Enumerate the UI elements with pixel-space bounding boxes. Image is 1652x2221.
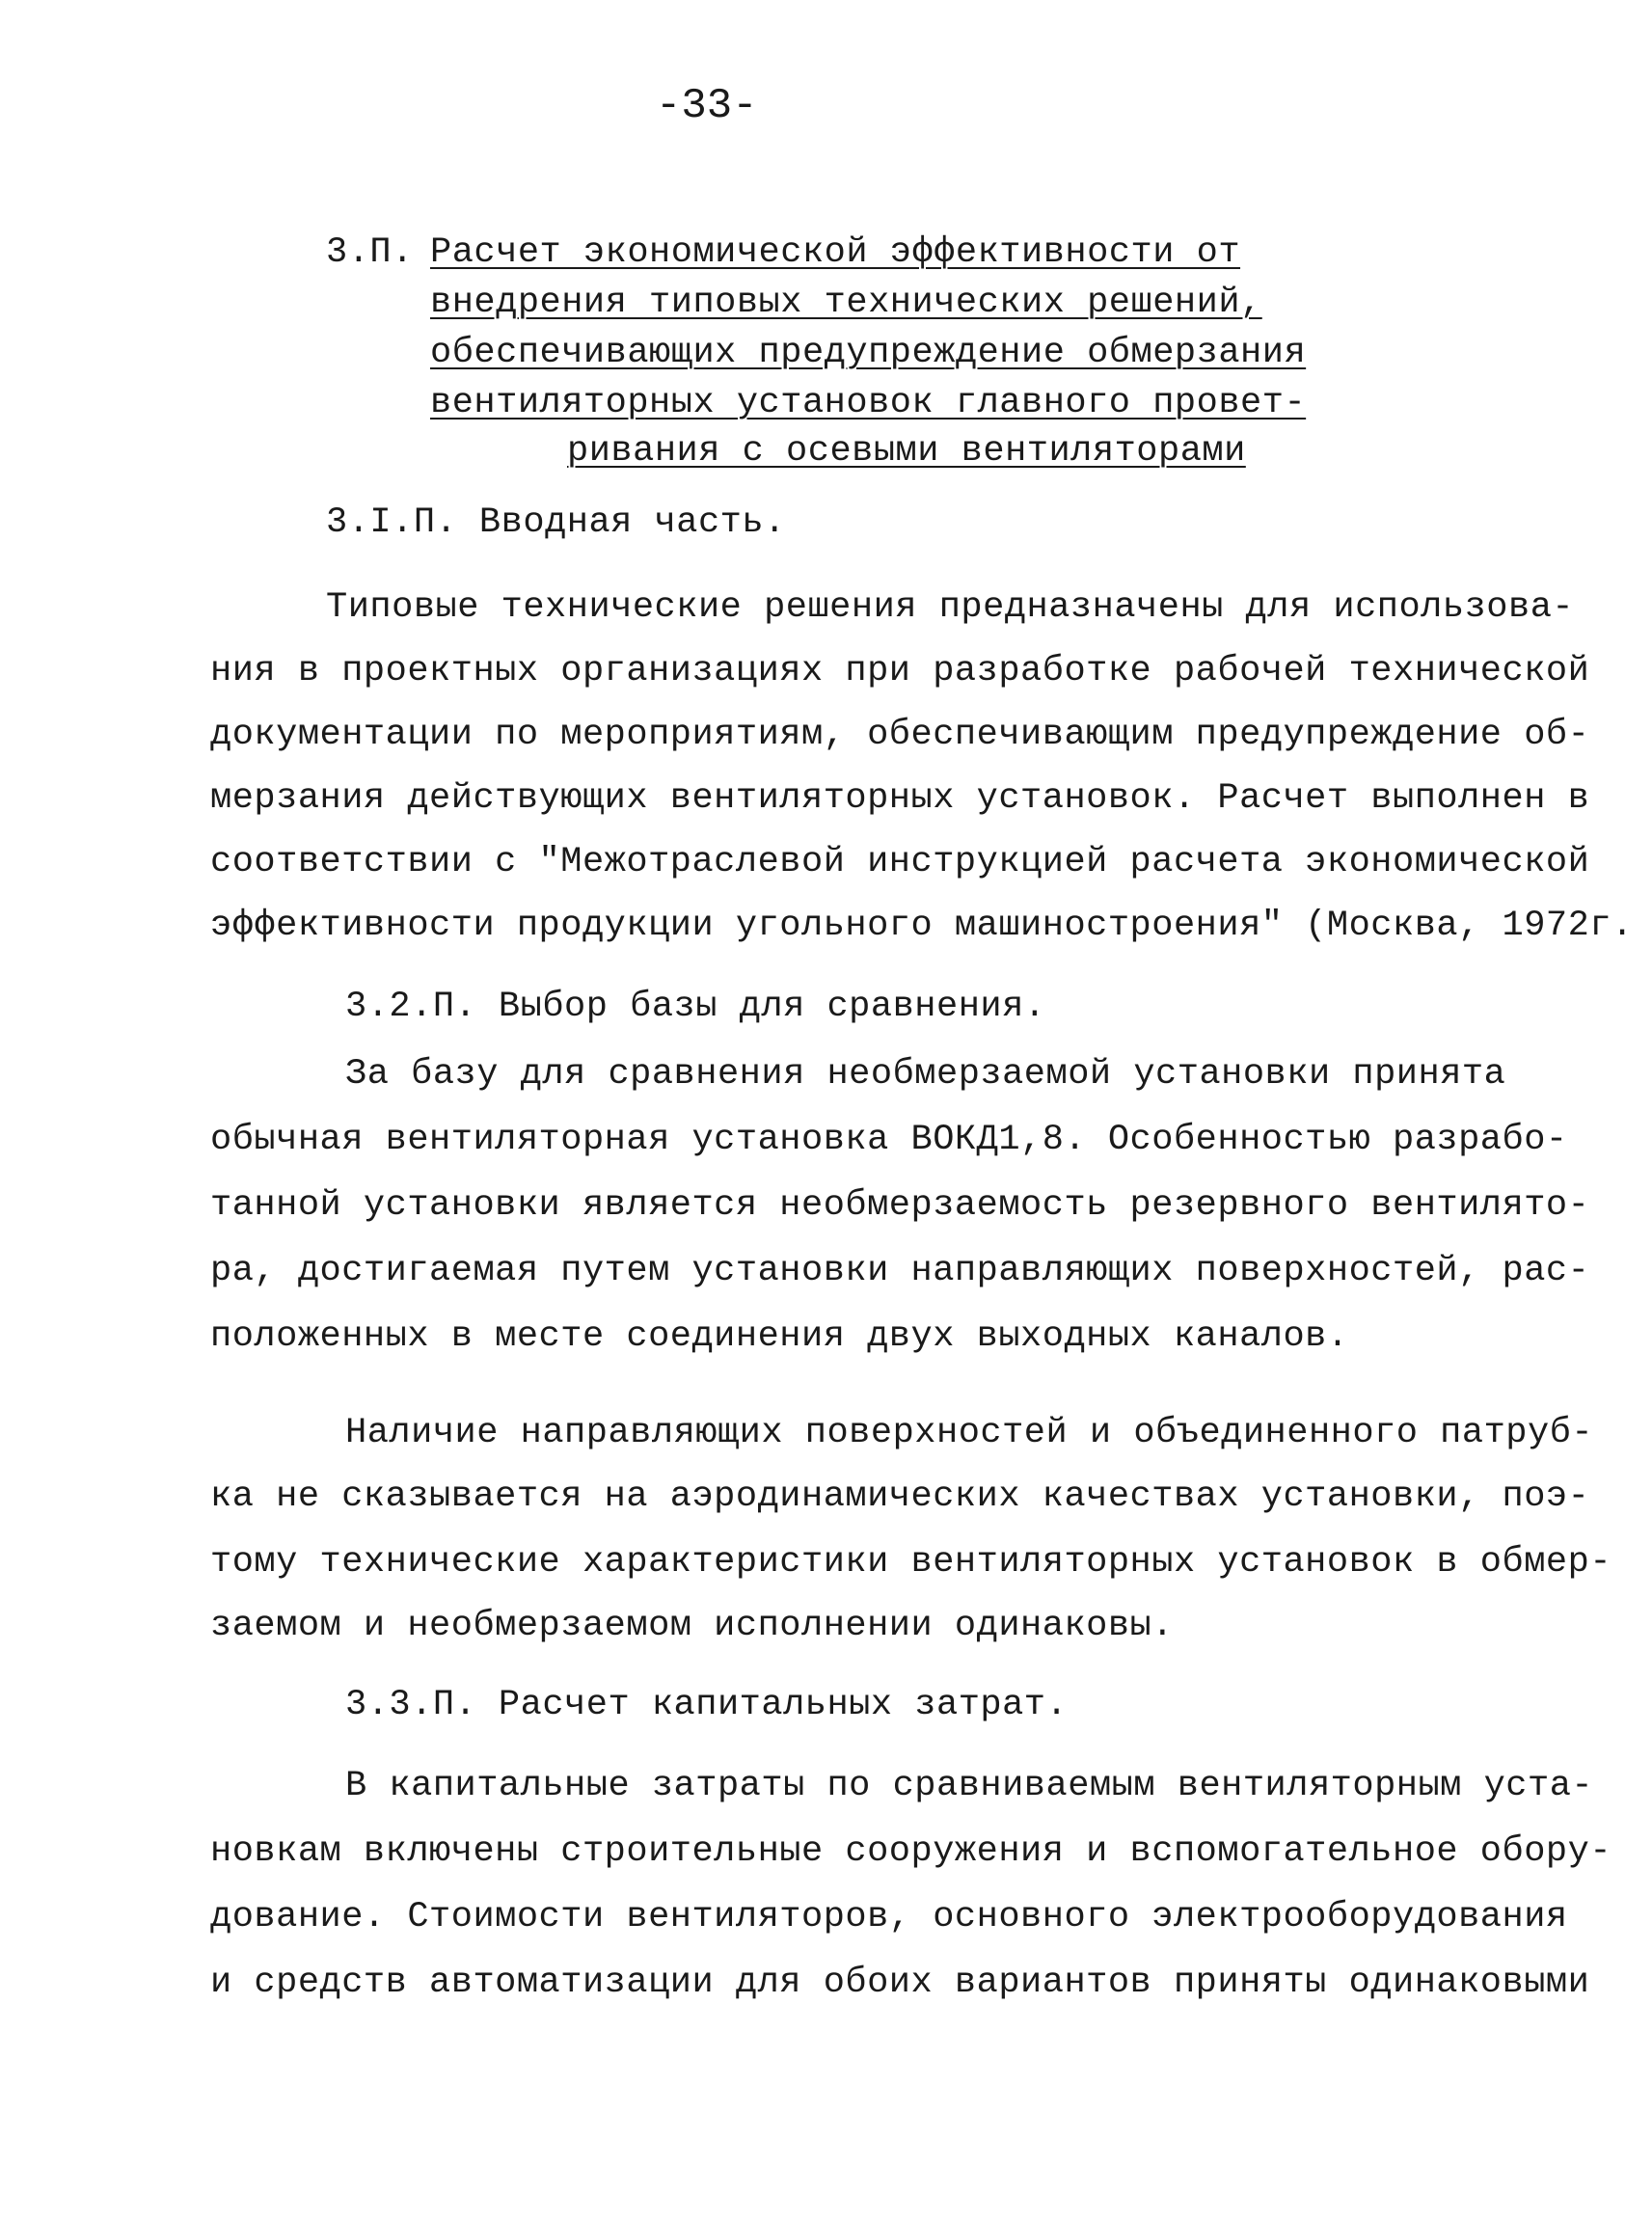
section-title: 3.I.П. Вводная часть. bbox=[326, 502, 786, 543]
paragraph-line: танной установки является необмерзаемость резервного вентилято- bbox=[210, 1185, 1590, 1226]
paragraph-line: новкам включены строительные сооружения и вспомогательное обору- bbox=[210, 1831, 1612, 1872]
paragraph-line: и средств автоматизации для обоих вариантов приняты одинаковыми bbox=[210, 1963, 1590, 2003]
heading-line: обеспечивающих предупреждение обмерзания bbox=[430, 333, 1307, 373]
paragraph-line: ра, достигаемая путем установки направляющих поверхностей, рас- bbox=[210, 1251, 1590, 1291]
paragraph-line: дование. Стоимости вентиляторов, основного электрооборудования bbox=[210, 1897, 1568, 1937]
page-number: -33- bbox=[656, 82, 758, 130]
heading-line: внедрения типовых технических решений, bbox=[430, 283, 1262, 323]
paragraph-line: обычная вентиляторная установка ВОКД1,8. Особенностью разрабо- bbox=[210, 1120, 1568, 1160]
heading-line: вентиляторных установок главного провет- bbox=[430, 383, 1307, 423]
paragraph-line: заемом и необмерзаемом исполнении одинаковы. bbox=[210, 1606, 1174, 1646]
paragraph-line: За базу для сравнения необмерзаемой установки принята bbox=[345, 1054, 1506, 1095]
paragraph-line: эффективности продукции угольного машиностроения" (Москва, 1972г. bbox=[210, 906, 1634, 946]
paragraph-line: Наличие направляющих поверхностей и объединенного патруб- bbox=[345, 1413, 1594, 1453]
heading-line: Расчет экономической эффективности от bbox=[430, 232, 1241, 273]
section-title: 3.2.П. Выбор базы для сравнения. bbox=[345, 987, 1046, 1027]
paragraph-line: положенных в месте соединения двух выходных каналов. bbox=[210, 1316, 1349, 1357]
heading-line: ривания с осевыми вентиляторами bbox=[567, 431, 1246, 472]
paragraph-line: тому технические характеристики вентиляторных установок в обмер- bbox=[210, 1542, 1612, 1583]
paragraph-line: документации по мероприятиям, обеспечивающим предупреждение об- bbox=[210, 715, 1590, 755]
section-title: 3.3.П. Расчет капитальных затрат. bbox=[345, 1685, 1069, 1725]
paragraph-line: В капитальные затраты по сравниваемым вентиляторным уста- bbox=[345, 1766, 1594, 1806]
paragraph-line: мерзания действующих вентиляторных установок. Расчет выполнен в bbox=[210, 778, 1590, 819]
paragraph-line: Типовые технические решения предназначены для использова- bbox=[326, 587, 1575, 628]
paragraph-line: ния в проектных организациях при разработке рабочей технической bbox=[210, 651, 1590, 691]
paragraph-line: ка не сказывается на аэродинамических качествах установки, поэ- bbox=[210, 1476, 1590, 1517]
heading-number: 3.П. bbox=[326, 232, 414, 273]
paragraph-line: соответствии с "Межотраслевой инструкцией расчета экономической bbox=[210, 842, 1590, 882]
